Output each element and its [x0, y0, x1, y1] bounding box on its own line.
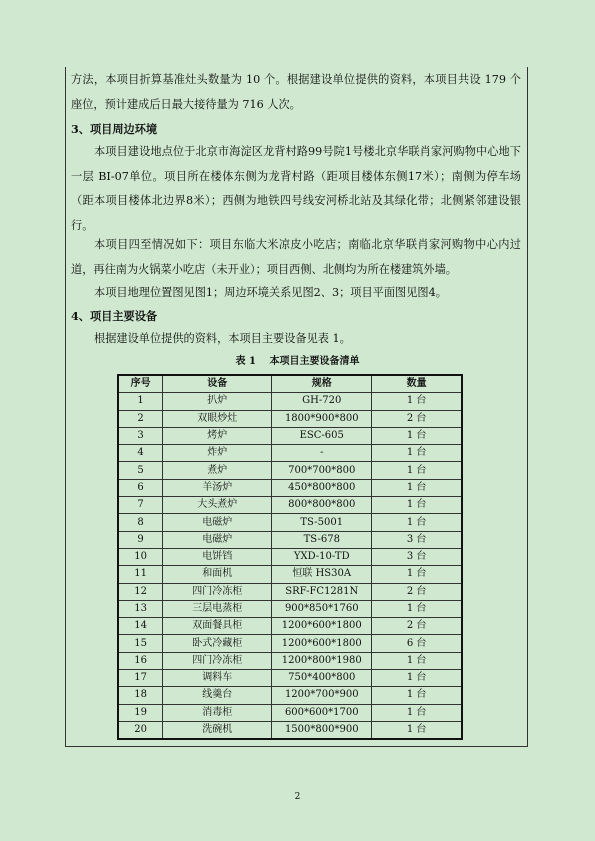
cell-spec: 900*850*1760 [272, 600, 372, 617]
cell-equipment: 和面机 [163, 566, 272, 583]
cell-quantity: 1 台 [372, 497, 462, 514]
cell-quantity: 2 台 [372, 583, 462, 600]
cell-equipment: 电饼铛 [163, 548, 272, 565]
paragraph-equipment-intro: 根据建设单位提供的资料，本项目主要设备见表 1。 [94, 332, 351, 345]
cell-index: 13 [118, 600, 163, 617]
header-index: 序号 [118, 375, 163, 393]
cell-equipment: 电磁炉 [163, 531, 272, 548]
cell-spec: GH-720 [272, 393, 372, 410]
cell-equipment: 消毒柜 [163, 704, 272, 721]
header-quantity: 数量 [372, 375, 462, 393]
table-row [118, 497, 462, 514]
table-row [118, 687, 462, 704]
cell-spec: YXD-10-TD [272, 548, 372, 565]
table-caption: 表 1 本项目主要设备清单 [235, 356, 360, 367]
cell-index: 8 [118, 514, 163, 531]
cell-index: 12 [118, 583, 163, 600]
cell-spec: 1800*900*800 [272, 410, 372, 427]
cell-quantity: 1 台 [372, 704, 462, 721]
cell-spec: 恒联 HS30A [272, 566, 372, 583]
cell-spec: 600*600*1700 [272, 704, 372, 721]
cell-index: 20 [118, 721, 163, 739]
cell-equipment: 四门冷冻柜 [163, 652, 272, 669]
cell-index: 1 [118, 393, 163, 410]
cell-quantity: 1 台 [372, 566, 462, 583]
page-number: 2 [294, 792, 301, 802]
cell-equipment: 双面餐具柜 [163, 618, 272, 635]
paragraph-location: 本项目建设地点位于北京市海淀区龙背村路99号院1号楼北京华联肖家河购物中心地下一层 BI-07单位。项目所在楼体东侧为龙背村路（距项目楼体东侧17米）；南侧为停车场（距本项目楼体北边界8米）；西侧为地铁四号线安河桥北站及其绿化带；北侧紧邻建设银行。 [71, 145, 521, 232]
cell-equipment: 四门冷冻柜 [163, 583, 272, 600]
paragraph-figures: 本项目地理位置图见图1；周边环境关系见图2、3；项目平面图见图4。 [94, 286, 447, 299]
table-row [118, 548, 462, 565]
header-spec: 规格 [272, 375, 372, 393]
cell-spec: 1200*800*1980 [272, 652, 372, 669]
cell-spec: 1200*600*1800 [272, 635, 372, 652]
cell-equipment: 三层电蒸柜 [163, 600, 272, 617]
cell-index: 19 [118, 704, 163, 721]
table-row [118, 427, 462, 444]
heading-surroundings: 3、项目周边环境 [71, 122, 158, 136]
cell-spec: TS-5001 [272, 514, 372, 531]
cell-quantity: 1 台 [372, 687, 462, 704]
cell-index: 10 [118, 548, 163, 565]
cell-index: 11 [118, 566, 163, 583]
table-row [118, 704, 462, 721]
cell-index: 9 [118, 531, 163, 548]
table-row [118, 635, 462, 652]
cell-quantity: 3 台 [372, 531, 462, 548]
paragraph-boundaries: 本项目四至情况如下：项目东临大米凉皮小吃店；南临北京华联肖家河购物中心内过道，再往南为火锅菜小吃店（未开业）；项目西侧、北侧均为所在楼建筑外墙。 [71, 238, 521, 276]
cell-equipment: 烤炉 [163, 427, 272, 444]
cell-quantity: 1 台 [372, 514, 462, 531]
table-row [118, 566, 462, 583]
cell-index: 16 [118, 652, 163, 669]
cell-spec: 800*800*800 [272, 497, 372, 514]
cell-quantity: 3 台 [372, 548, 462, 565]
heading-equipment: 4、项目主要设备 [71, 309, 158, 323]
cell-equipment: 电磁炉 [163, 514, 272, 531]
cell-spec: TS-678 [272, 531, 372, 548]
cell-equipment: 洗碗机 [163, 721, 272, 739]
table-row [118, 479, 462, 496]
cell-equipment: 调料车 [163, 670, 272, 687]
cell-quantity: 1 台 [372, 462, 462, 479]
cell-quantity: 2 台 [372, 410, 462, 427]
cell-quantity: 1 台 [372, 427, 462, 444]
cell-index: 3 [118, 427, 163, 444]
table-row [118, 652, 462, 669]
cell-quantity: 1 台 [372, 721, 462, 739]
cell-spec: 450*800*800 [272, 479, 372, 496]
cell-equipment: 煮炉 [163, 462, 272, 479]
cell-index: 14 [118, 618, 163, 635]
cell-equipment: 扒炉 [163, 393, 272, 410]
table-row [118, 410, 462, 427]
cell-equipment: 羊汤炉 [163, 479, 272, 496]
equipment-table [117, 374, 463, 740]
table-row [118, 462, 462, 479]
cell-quantity: 1 台 [372, 479, 462, 496]
table-header-row [118, 375, 462, 393]
table-row [118, 531, 462, 548]
cell-spec: 1200*600*1800 [272, 618, 372, 635]
cell-index: 5 [118, 462, 163, 479]
table-row [118, 393, 462, 410]
cell-spec: 750*400*800 [272, 670, 372, 687]
cell-quantity: 2 台 [372, 618, 462, 635]
cell-index: 2 [118, 410, 163, 427]
paragraph-method: 方法，本项目折算基准灶头数量为 10 个。根据建设单位提供的资料，本项目共设 179 个座位，预计建成后日最大接待量为 716 人次。 [71, 73, 521, 111]
cell-spec: - [272, 445, 372, 462]
table-row [118, 618, 462, 635]
table-row [118, 445, 462, 462]
cell-index: 15 [118, 635, 163, 652]
table-row [118, 600, 462, 617]
table-row [118, 514, 462, 531]
cell-spec: ESC-605 [272, 427, 372, 444]
cell-equipment: 大头煮炉 [163, 497, 272, 514]
header-equipment: 设备 [163, 375, 272, 393]
cell-quantity: 1 台 [372, 670, 462, 687]
cell-quantity: 1 台 [372, 445, 462, 462]
cell-spec: SRF-FC1281N [272, 583, 372, 600]
cell-equipment: 线羹台 [163, 687, 272, 704]
cell-spec: 1200*700*900 [272, 687, 372, 704]
cell-index: 6 [118, 479, 163, 496]
table-row [118, 721, 462, 739]
cell-index: 7 [118, 497, 163, 514]
cell-spec: 1500*800*900 [272, 721, 372, 739]
cell-quantity: 1 台 [372, 600, 462, 617]
cell-equipment: 双眼炒灶 [163, 410, 272, 427]
table-row [118, 583, 462, 600]
cell-equipment: 卧式冷藏柜 [163, 635, 272, 652]
table-row [118, 670, 462, 687]
cell-spec: 700*700*800 [272, 462, 372, 479]
cell-quantity: 1 台 [372, 393, 462, 410]
cell-index: 4 [118, 445, 163, 462]
cell-index: 18 [118, 687, 163, 704]
cell-quantity: 6 台 [372, 635, 462, 652]
cell-quantity: 1 台 [372, 652, 462, 669]
cell-equipment: 炸炉 [163, 445, 272, 462]
cell-index: 17 [118, 670, 163, 687]
